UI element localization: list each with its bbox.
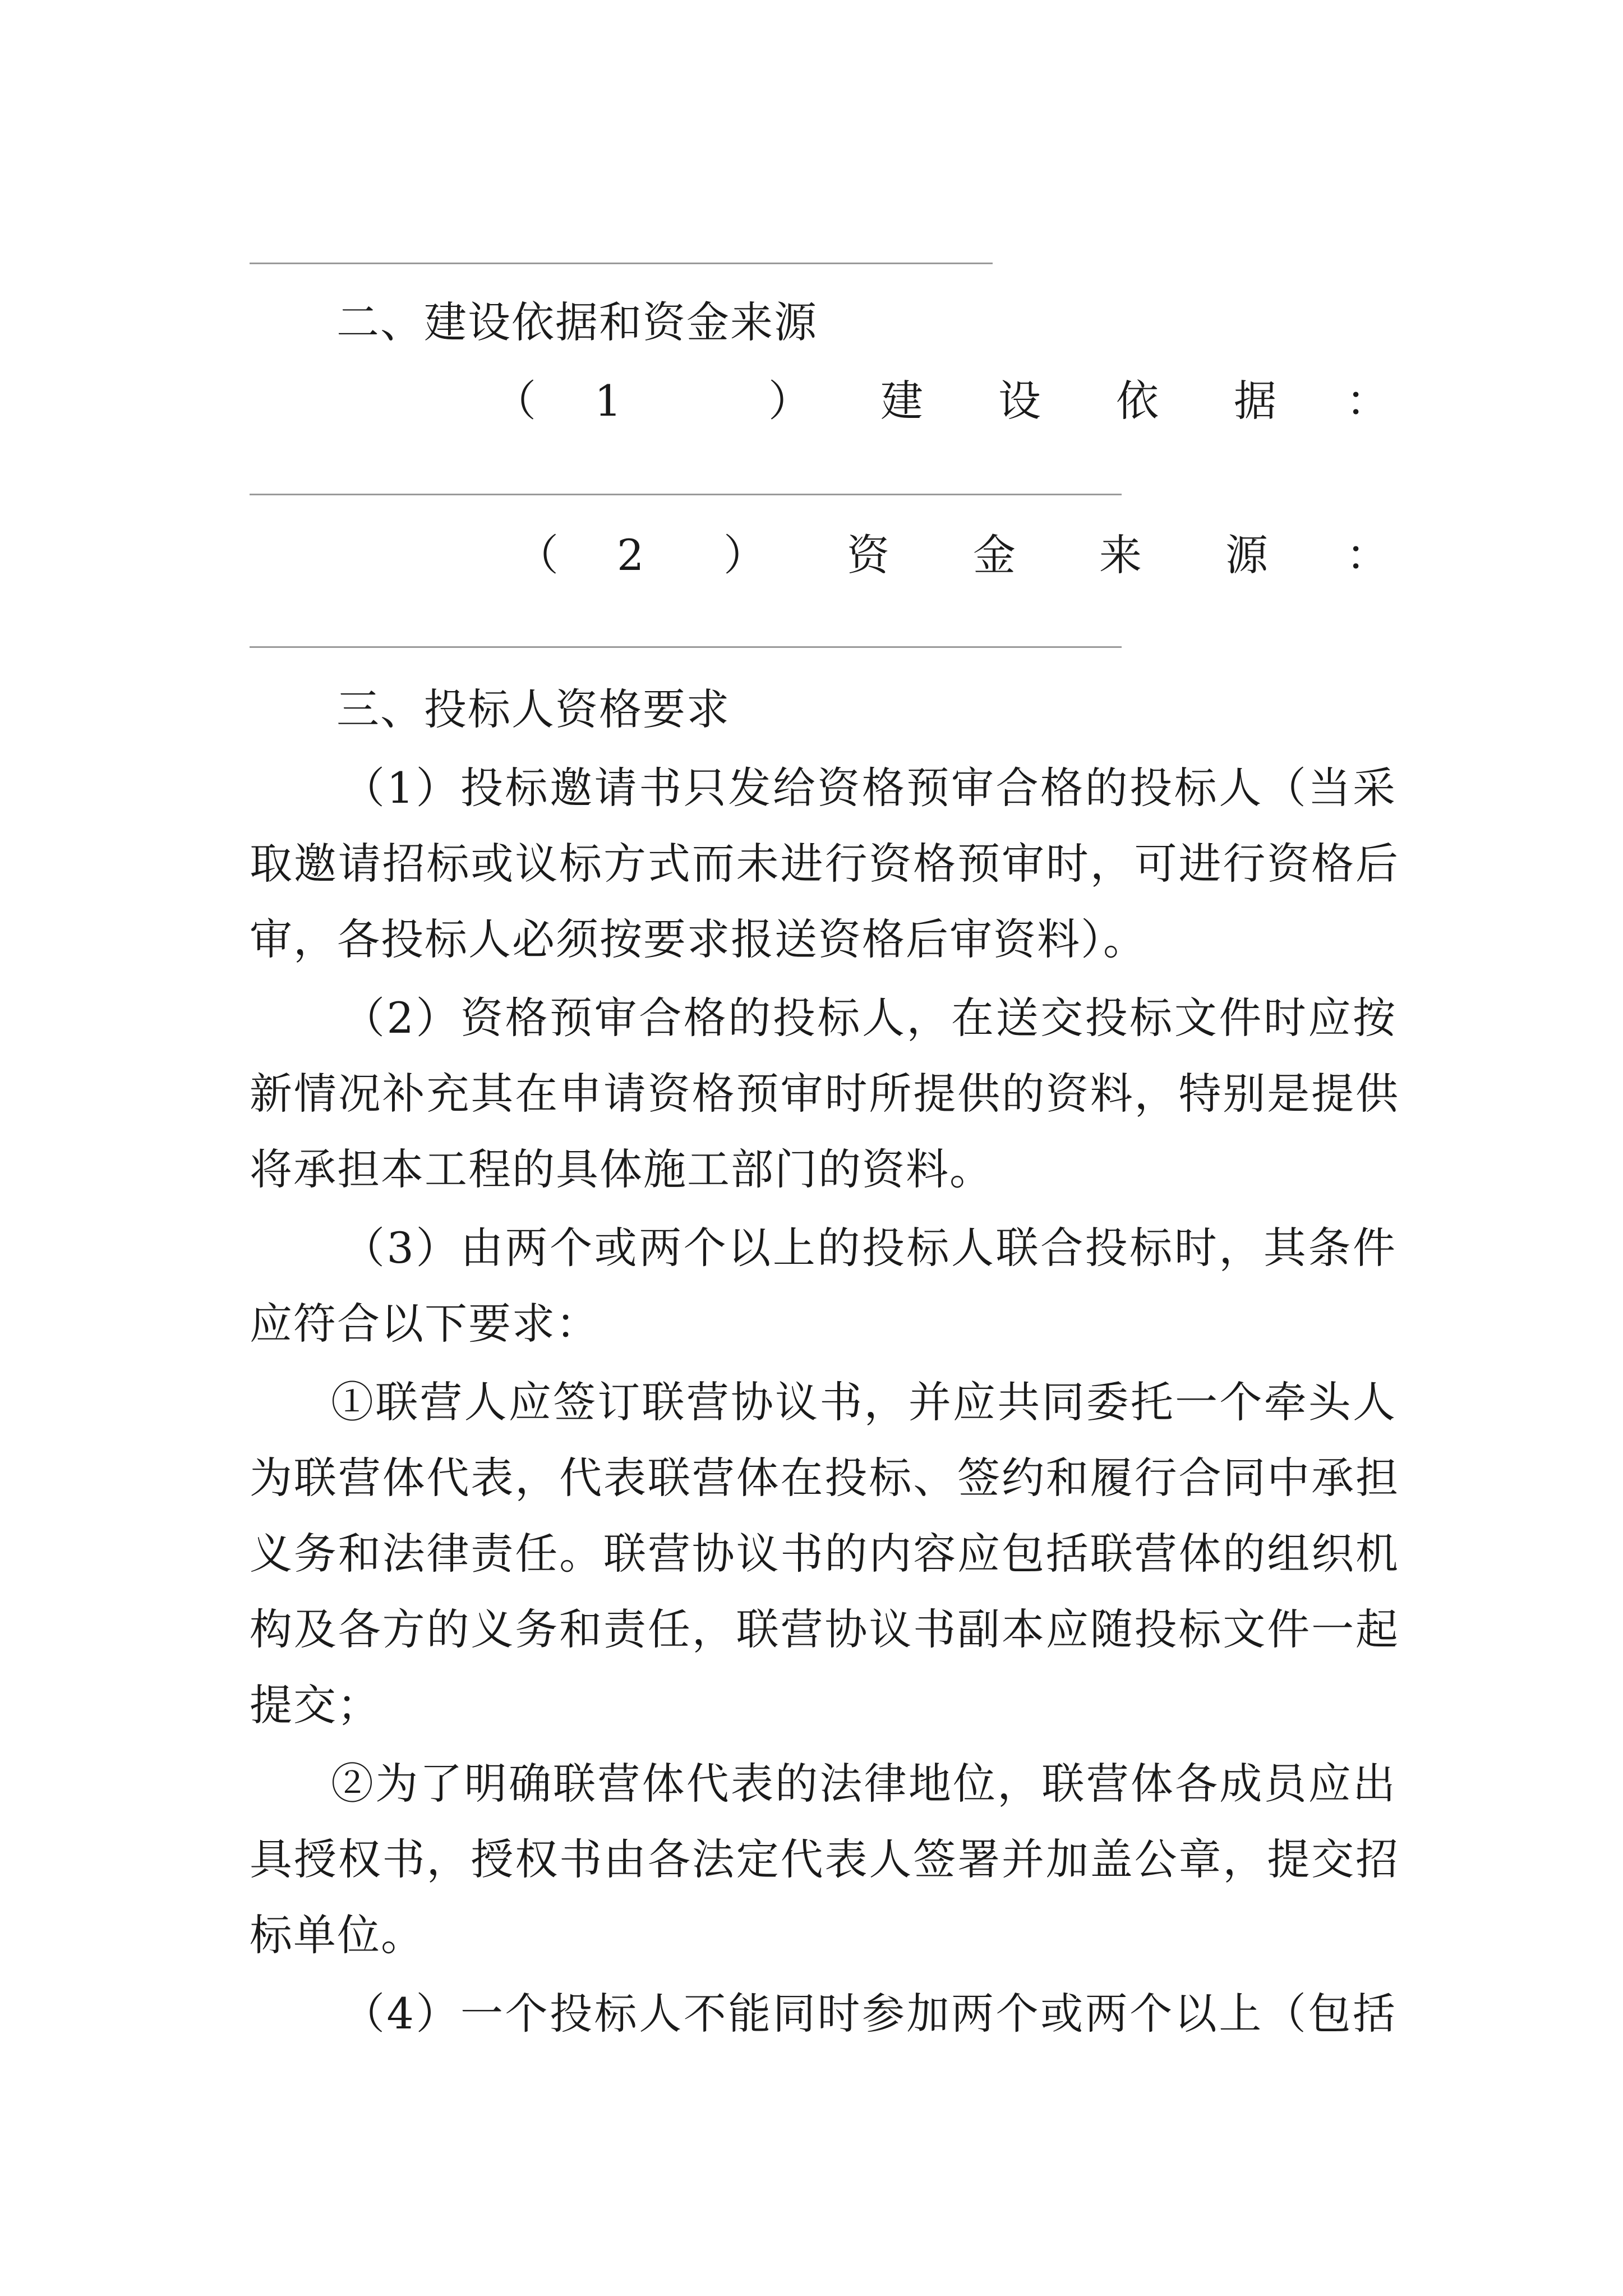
funding-char: （ [516, 530, 559, 580]
basis-char: 据 [1234, 376, 1276, 426]
paragraph-line: 义务和法律责任。联营协议书的内容应包括联营体的组织机 [250, 1529, 1399, 1579]
section-3-heading: 三、投标人资格要求 [336, 684, 730, 734]
blank-rule-basis [250, 494, 1122, 495]
paragraph-line: （3）由两个或两个以上的投标人联合投标时，其条件 [342, 1223, 1396, 1273]
paragraph-line: 将承担本工程的具体施工部门的资料。 [250, 1144, 993, 1194]
paragraph-line: ②为了明确联营体代表的法律地位，联营体各成员应出 [331, 1759, 1396, 1809]
paragraph-line: 新情况补充其在申请资格预审时所提供的资料，特别是提供 [250, 1069, 1399, 1119]
funding-char: 资 [847, 530, 889, 580]
paragraph-line: 标单位。 [250, 1910, 425, 1960]
paragraph-line: 审，各投标人必须按要求报送资格后审资料）。 [250, 914, 1147, 964]
paragraph-line: （2）资格预审合格的投标人，在送交投标文件时应按 [342, 993, 1396, 1043]
funding-char: 源 [1225, 530, 1268, 580]
funding-char: 2 [617, 530, 644, 580]
paragraph-line: 构及各方的义务和责任，联营协议书副本应随投标文件一起 [250, 1604, 1399, 1654]
paragraph-line: 提交； [250, 1680, 381, 1730]
funding-char: 来 [1099, 530, 1142, 580]
funding-char: ） [723, 530, 766, 580]
paragraph-line: 为联营体代表，代表联营体在投标、签约和履行合同中承担 [250, 1453, 1399, 1503]
blank-rule-funding [250, 646, 1122, 648]
blank-rule-top [250, 263, 993, 264]
basis-char: 依 [1116, 376, 1159, 426]
paragraph-line: 取邀请招标或议标方式而未进行资格预审时，可进行资格后 [250, 839, 1399, 889]
basis-char: 设 [998, 376, 1041, 426]
basis-char: （ [494, 376, 536, 426]
basis-char: 1 [594, 376, 622, 426]
basis-char: 建 [880, 376, 923, 426]
basis-char: ： [1346, 376, 1389, 426]
paragraph-line: （1）投标邀请书只发给资格预审合格的投标人（当采 [342, 763, 1396, 813]
funding-char: ： [1346, 530, 1389, 580]
basis-char: ） [768, 376, 811, 426]
paragraph-line: 应符合以下要求： [250, 1299, 600, 1349]
paragraph-line: ①联营人应签订联营协议书，并应共同委托一个牵头人 [331, 1377, 1396, 1427]
paragraph-line: 具授权书，授权书由各法定代表人签署并加盖公章，提交招 [250, 1834, 1399, 1884]
funding-char: 金 [973, 530, 1016, 580]
paragraph-line: （4）一个投标人不能同时参加两个或两个以上（包括 [342, 1989, 1396, 2039]
section-2-heading: 二、建设依据和资金来源 [336, 297, 818, 347]
